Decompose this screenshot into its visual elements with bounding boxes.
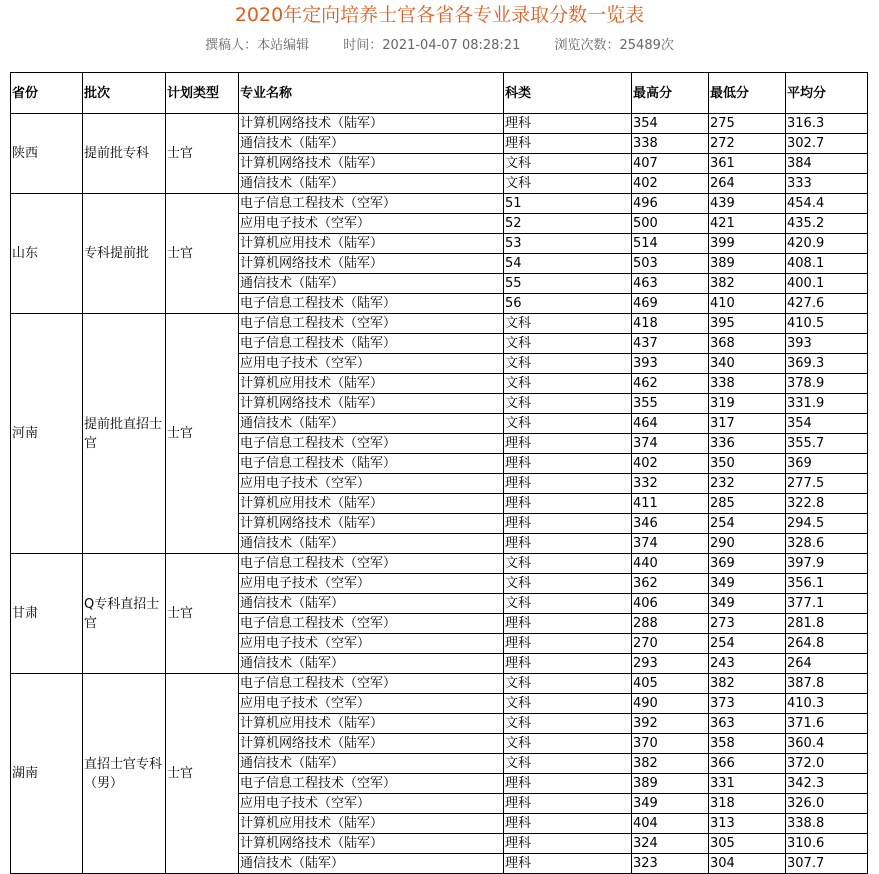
subject-cell: 理科 (504, 454, 632, 474)
header-plan-type: 计划类型 (166, 73, 239, 114)
min-score-cell: 232 (709, 474, 786, 494)
min-score-cell: 350 (709, 454, 786, 474)
min-score-cell: 399 (709, 234, 786, 254)
major-cell: 计算机网络技术（陆军） (239, 254, 504, 274)
subject-cell: 理科 (504, 794, 632, 814)
min-score-cell: 366 (709, 754, 786, 774)
avg-score-cell: 277.5 (786, 474, 868, 494)
batch-cell: 提前批直招士官 (83, 314, 166, 554)
header-batch: 批次 (83, 73, 166, 114)
avg-score-cell: 369 (786, 454, 868, 474)
plan-type-cell: 士官 (166, 114, 239, 194)
major-cell: 通信技术（陆军） (239, 594, 504, 614)
major-cell: 通信技术（陆军） (239, 654, 504, 674)
min-score-cell: 421 (709, 214, 786, 234)
max-score-cell: 402 (632, 174, 709, 194)
min-score-cell: 254 (709, 514, 786, 534)
subject-cell: 理科 (504, 814, 632, 834)
min-score-cell: 304 (709, 854, 786, 874)
avg-score-cell: 354 (786, 414, 868, 434)
major-cell: 通信技术（陆军） (239, 534, 504, 554)
max-score-cell: 440 (632, 554, 709, 574)
subject-cell: 理科 (504, 474, 632, 494)
header-major: 专业名称 (239, 73, 504, 114)
avg-score-cell: 369.3 (786, 354, 868, 374)
major-cell: 通信技术（陆军） (239, 174, 504, 194)
avg-score-cell: 360.4 (786, 734, 868, 754)
max-score-cell: 374 (632, 534, 709, 554)
min-score-cell: 254 (709, 634, 786, 654)
score-table (10, 72, 868, 874)
avg-score-cell: 331.9 (786, 394, 868, 414)
max-score-cell: 270 (632, 634, 709, 654)
avg-score-cell: 302.7 (786, 134, 868, 154)
avg-score-cell: 342.3 (786, 774, 868, 794)
major-cell: 计算机网络技术（陆军） (239, 734, 504, 754)
major-cell: 计算机应用技术（陆军） (239, 374, 504, 394)
min-score-cell: 319 (709, 394, 786, 414)
province-cell: 河南 (11, 314, 83, 554)
avg-score-cell: 408.1 (786, 254, 868, 274)
avg-score-cell: 310.6 (786, 834, 868, 854)
header-min-score: 最低分 (709, 73, 786, 114)
major-cell: 通信技术（陆军） (239, 134, 504, 154)
plan-type-cell: 士官 (166, 314, 239, 554)
min-score-cell: 382 (709, 674, 786, 694)
subject-cell: 文科 (504, 174, 632, 194)
subject-cell: 51 (504, 194, 632, 214)
major-cell: 应用电子技术（空军） (239, 214, 504, 234)
avg-score-cell: 410.5 (786, 314, 868, 334)
article-meta (0, 37, 879, 55)
avg-score-cell: 427.6 (786, 294, 868, 314)
table-row (11, 674, 868, 694)
avg-score-cell: 294.5 (786, 514, 868, 534)
avg-score-cell: 372.0 (786, 754, 868, 774)
batch-cell: 提前批专科 (83, 114, 166, 194)
avg-score-cell: 281.8 (786, 614, 868, 634)
avg-score-cell: 393 (786, 334, 868, 354)
max-score-cell: 346 (632, 514, 709, 534)
min-score-cell: 349 (709, 574, 786, 594)
min-score-cell: 358 (709, 734, 786, 754)
subject-cell: 文科 (504, 314, 632, 334)
publish-time: 时间：2021-04-07 08:28:21 (343, 38, 521, 53)
avg-score-cell: 338.8 (786, 814, 868, 834)
table-row (11, 554, 868, 574)
subject-cell: 53 (504, 234, 632, 254)
max-score-cell: 374 (632, 434, 709, 454)
subject-cell: 理科 (504, 614, 632, 634)
subject-cell: 文科 (504, 154, 632, 174)
max-score-cell: 406 (632, 594, 709, 614)
max-score-cell: 462 (632, 374, 709, 394)
header-subject: 科类 (504, 73, 632, 114)
major-cell: 计算机网络技术（陆军） (239, 394, 504, 414)
max-score-cell: 338 (632, 134, 709, 154)
header-province: 省份 (11, 73, 83, 114)
max-score-cell: 370 (632, 734, 709, 754)
min-score-cell: 382 (709, 274, 786, 294)
avg-score-cell: 322.8 (786, 494, 868, 514)
header-max-score: 最高分 (632, 73, 709, 114)
major-cell: 电子信息工程技术（空军） (239, 774, 504, 794)
max-score-cell: 393 (632, 354, 709, 374)
max-score-cell: 411 (632, 494, 709, 514)
major-cell: 应用电子技术（空军） (239, 694, 504, 714)
avg-score-cell: 420.9 (786, 234, 868, 254)
min-score-cell: 363 (709, 714, 786, 734)
subject-cell: 理科 (504, 834, 632, 854)
min-score-cell: 340 (709, 354, 786, 374)
major-cell: 应用电子技术（空军） (239, 634, 504, 654)
major-cell: 应用电子技术（空军） (239, 574, 504, 594)
avg-score-cell: 356.1 (786, 574, 868, 594)
subject-cell: 文科 (504, 574, 632, 594)
min-score-cell: 338 (709, 374, 786, 394)
subject-cell: 理科 (504, 654, 632, 674)
min-score-cell: 313 (709, 814, 786, 834)
avg-score-cell: 387.8 (786, 674, 868, 694)
subject-cell: 文科 (504, 694, 632, 714)
major-cell: 电子信息工程技术（陆军） (239, 454, 504, 474)
subject-cell: 文科 (504, 374, 632, 394)
avg-score-cell: 400.1 (786, 274, 868, 294)
major-cell: 电子信息工程技术（空军） (239, 194, 504, 214)
min-score-cell: 369 (709, 554, 786, 574)
avg-score-cell: 377.1 (786, 594, 868, 614)
subject-cell: 56 (504, 294, 632, 314)
subject-cell: 55 (504, 274, 632, 294)
avg-score-cell: 328.6 (786, 534, 868, 554)
min-score-cell: 389 (709, 254, 786, 274)
avg-score-cell: 264 (786, 654, 868, 674)
subject-cell: 文科 (504, 714, 632, 734)
max-score-cell: 463 (632, 274, 709, 294)
max-score-cell: 332 (632, 474, 709, 494)
avg-score-cell: 454.4 (786, 194, 868, 214)
province-cell: 山东 (11, 194, 83, 314)
min-score-cell: 368 (709, 334, 786, 354)
major-cell: 计算机网络技术（陆军） (239, 514, 504, 534)
subject-cell: 理科 (504, 134, 632, 154)
avg-score-cell: 378.9 (786, 374, 868, 394)
max-score-cell: 490 (632, 694, 709, 714)
subject-cell: 理科 (504, 854, 632, 874)
max-score-cell: 323 (632, 854, 709, 874)
province-cell: 陕西 (11, 114, 83, 194)
subject-cell: 理科 (504, 494, 632, 514)
avg-score-cell: 384 (786, 154, 868, 174)
major-cell: 计算机应用技术（陆军） (239, 814, 504, 834)
min-score-cell: 275 (709, 114, 786, 134)
subject-cell: 文科 (504, 754, 632, 774)
max-score-cell: 469 (632, 294, 709, 314)
max-score-cell: 503 (632, 254, 709, 274)
table-row (11, 314, 868, 334)
max-score-cell: 402 (632, 454, 709, 474)
max-score-cell: 500 (632, 214, 709, 234)
max-score-cell: 288 (632, 614, 709, 634)
major-cell: 计算机应用技术（陆军） (239, 494, 504, 514)
page-title: 2020年定向培养士官各省各专业录取分数一览表 (234, 4, 645, 26)
major-cell: 计算机网络技术（陆军） (239, 834, 504, 854)
major-cell: 通信技术（陆军） (239, 854, 504, 874)
max-score-cell: 407 (632, 154, 709, 174)
min-score-cell: 272 (709, 134, 786, 154)
min-score-cell: 395 (709, 314, 786, 334)
avg-score-cell: 264.8 (786, 634, 868, 654)
major-cell: 通信技术（陆军） (239, 274, 504, 294)
subject-cell: 文科 (504, 354, 632, 374)
max-score-cell: 362 (632, 574, 709, 594)
min-score-cell: 318 (709, 794, 786, 814)
major-cell: 计算机网络技术（陆军） (239, 154, 504, 174)
min-score-cell: 349 (709, 594, 786, 614)
subject-cell: 理科 (504, 434, 632, 454)
min-score-cell: 336 (709, 434, 786, 454)
table-row (11, 194, 868, 214)
batch-cell: Q专科直招士官 (83, 554, 166, 674)
subject-cell: 文科 (504, 594, 632, 614)
avg-score-cell: 397.9 (786, 554, 868, 574)
major-cell: 通信技术（陆军） (239, 754, 504, 774)
min-score-cell: 285 (709, 494, 786, 514)
major-cell: 应用电子技术（空军） (239, 474, 504, 494)
max-score-cell: 496 (632, 194, 709, 214)
batch-cell: 直招士官专科（男） (83, 674, 166, 874)
table-row (11, 114, 868, 134)
max-score-cell: 404 (632, 814, 709, 834)
max-score-cell: 437 (632, 334, 709, 354)
avg-score-cell: 333 (786, 174, 868, 194)
subject-cell: 52 (504, 214, 632, 234)
major-cell: 电子信息工程技术（空军） (239, 434, 504, 454)
avg-score-cell: 435.2 (786, 214, 868, 234)
subject-cell: 理科 (504, 114, 632, 134)
min-score-cell: 264 (709, 174, 786, 194)
subject-cell: 文科 (504, 554, 632, 574)
plan-type-cell: 士官 (166, 674, 239, 874)
subject-cell: 文科 (504, 334, 632, 354)
major-cell: 电子信息工程技术（陆军） (239, 294, 504, 314)
view-count: 浏览次数：25489次 (554, 38, 674, 53)
province-cell: 湖南 (11, 674, 83, 874)
major-cell: 计算机应用技术（陆军） (239, 234, 504, 254)
major-cell: 应用电子技术（空军） (239, 794, 504, 814)
max-score-cell: 392 (632, 714, 709, 734)
max-score-cell: 389 (632, 774, 709, 794)
min-score-cell: 305 (709, 834, 786, 854)
major-cell: 计算机应用技术（陆军） (239, 714, 504, 734)
min-score-cell: 361 (709, 154, 786, 174)
max-score-cell: 324 (632, 834, 709, 854)
max-score-cell: 514 (632, 234, 709, 254)
author-text: 撰稿人：本站编辑 (205, 38, 310, 53)
max-score-cell: 382 (632, 754, 709, 774)
plan-type-cell: 士官 (166, 554, 239, 674)
avg-score-cell: 371.6 (786, 714, 868, 734)
max-score-cell: 293 (632, 654, 709, 674)
max-score-cell: 349 (632, 794, 709, 814)
min-score-cell: 439 (709, 194, 786, 214)
subject-cell: 理科 (504, 774, 632, 794)
major-cell: 应用电子技术（空军） (239, 354, 504, 374)
subject-cell: 理科 (504, 534, 632, 554)
min-score-cell: 317 (709, 414, 786, 434)
avg-score-cell: 307.7 (786, 854, 868, 874)
min-score-cell: 273 (709, 614, 786, 634)
min-score-cell: 290 (709, 534, 786, 554)
min-score-cell: 331 (709, 774, 786, 794)
min-score-cell: 410 (709, 294, 786, 314)
major-cell: 通信技术（陆军） (239, 414, 504, 434)
max-score-cell: 354 (632, 114, 709, 134)
subject-cell: 文科 (504, 674, 632, 694)
min-score-cell: 243 (709, 654, 786, 674)
major-cell: 电子信息工程技术（空军） (239, 674, 504, 694)
major-cell: 电子信息工程技术（空军） (239, 554, 504, 574)
avg-score-cell: 355.7 (786, 434, 868, 454)
subject-cell: 文科 (504, 734, 632, 754)
subject-cell: 理科 (504, 634, 632, 654)
max-score-cell: 355 (632, 394, 709, 414)
min-score-cell: 373 (709, 694, 786, 714)
avg-score-cell: 410.3 (786, 694, 868, 714)
subject-cell: 54 (504, 254, 632, 274)
subject-cell: 文科 (504, 394, 632, 414)
major-cell: 电子信息工程技术（空军） (239, 314, 504, 334)
avg-score-cell: 326.0 (786, 794, 868, 814)
major-cell: 电子信息工程技术（空军） (239, 614, 504, 634)
major-cell: 计算机网络技术（陆军） (239, 114, 504, 134)
max-score-cell: 464 (632, 414, 709, 434)
max-score-cell: 418 (632, 314, 709, 334)
major-cell: 电子信息工程技术（陆军） (239, 334, 504, 354)
batch-cell: 专科提前批 (83, 194, 166, 314)
max-score-cell: 405 (632, 674, 709, 694)
plan-type-cell: 士官 (166, 194, 239, 314)
province-cell: 甘肃 (11, 554, 83, 674)
subject-cell: 理科 (504, 514, 632, 534)
avg-score-cell: 316.3 (786, 114, 868, 134)
table-header-row (11, 73, 868, 114)
header-avg-score: 平均分 (786, 73, 868, 114)
subject-cell: 文科 (504, 414, 632, 434)
